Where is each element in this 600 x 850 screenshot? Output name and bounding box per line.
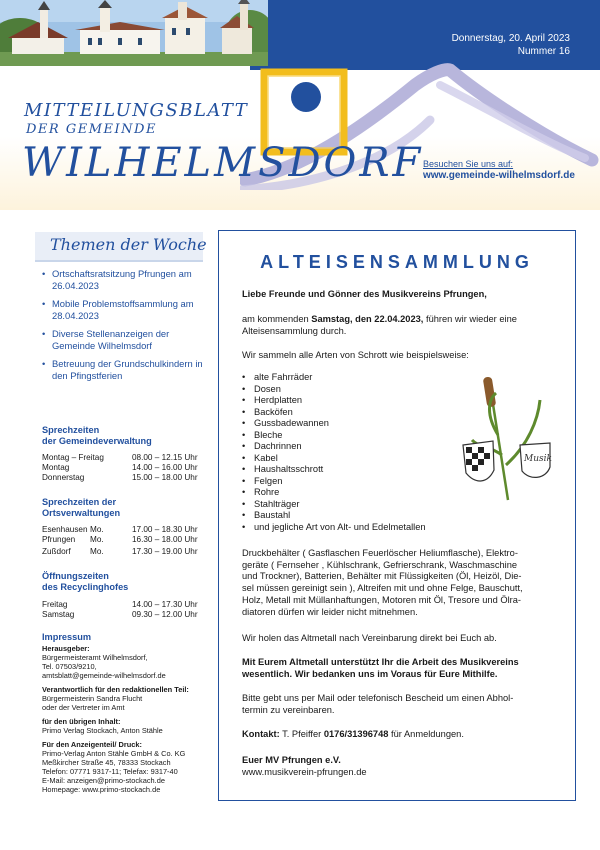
impressum-email[interactable]: amtsblatt@gemeinde-wilhelmsdorf.de <box>42 671 166 680</box>
scrap-item: • Rohre <box>242 487 426 499</box>
support-line: wesentlich. Wir bedanken uns im Voraus für Eure Mithilfe. <box>242 669 498 679</box>
scrap-item: • Backöfen <box>242 407 426 419</box>
hours-day: Montag – Freitag <box>42 453 104 462</box>
hours-time: 09.30 – 12.00 Uhr <box>132 610 198 619</box>
hours-day: Mo. <box>90 535 104 544</box>
town-name: WILHELMSDORF <box>22 140 424 186</box>
recycling-heading: Öffnungszeiten <box>42 571 109 581</box>
scrap-item: • Bleche <box>242 430 426 442</box>
scrap-item: • Baustahl <box>242 510 426 522</box>
svg-text:Musik: Musik <box>524 454 552 464</box>
musikverein-crest-icon <box>458 375 558 505</box>
themen-item[interactable]: • Ortschaftsratsitzung Pfrungen am 26.04.2023 <box>42 268 207 291</box>
hours-time: 17.00 – 18.30 Uhr <box>132 525 198 534</box>
hours-time: 16.30 – 18.00 Uhr <box>132 535 198 544</box>
publication-subtitle: DER GEMEINDE <box>26 122 157 137</box>
sign-off: Euer MV Pfrungen e.V. <box>242 755 341 765</box>
hours-time: 08.00 – 12.15 Uhr <box>132 453 198 462</box>
hours-day: Freitag <box>42 600 68 609</box>
article-collect-line: Wir sammeln alle Arten von Schrott wie beispielsweise: <box>242 350 469 360</box>
article-greeting: Liebe Freunde und Gönner des Musikvereins Pfrungen, <box>242 289 487 299</box>
impressum-label: Für den Anzeigenteil/ Druck: <box>42 740 142 749</box>
hours-place: Zußdorf <box>42 547 71 556</box>
exclusions-line: sel müssen gereinigt sein ), Altreifen mit und ohne Felge, Bauschutt, <box>242 583 523 594</box>
impressum-line: Meßkircher Straße 45, 78333 Stockach <box>42 758 171 767</box>
themen-item[interactable]: • Betreuung der Grundschulkindern in den Pfingstferien <box>42 358 207 381</box>
issue-date: Donnerstag, 20. April 2023 <box>451 33 570 44</box>
impressum-email[interactable]: E-Mail: anzeigen@primo-stockach.de <box>42 776 165 785</box>
impressum-line: Bürgermeisteramt Wilhelmsdorf, <box>42 653 148 662</box>
contact-text: für Anmeldungen. <box>388 729 464 739</box>
impressum-label: Herausgeber: <box>42 644 90 653</box>
orts-heading: Sprechzeiten der <box>42 497 117 507</box>
themen-item[interactable]: • Diverse Stellenanzeigen der Gemeinde Wilhelmsdorf <box>42 328 207 351</box>
club-website-link[interactable]: www.musikverein-pfrungen.de <box>242 767 367 777</box>
hours-day: Samstag <box>42 610 75 619</box>
impressum-line: Bürgermeisterin Sandra Flucht <box>42 694 143 703</box>
impressum-line: Primo Verlag Stockach, Anton Stähle <box>42 726 163 735</box>
hours-day: Mo. <box>90 525 104 534</box>
village-church-photo <box>0 0 268 66</box>
impressum-line: Primo-Verlag Anton Stähle GmbH & Co. KG <box>42 749 186 758</box>
intro-text: am kommenden <box>242 314 312 324</box>
contact-phone[interactable]: 0176/31396748 <box>323 729 389 739</box>
scrap-item: • Felgen <box>242 476 426 488</box>
orts-heading: Ortsverwaltungen <box>42 508 121 518</box>
support-line: Mit Eurem Altmetall unterstützt Ihr die Arbeit des Musikvereins <box>242 657 519 667</box>
contact-line <box>242 729 464 741</box>
scrap-item: • und jegliche Art von Alt- und Edelmetallen <box>242 522 426 534</box>
hours-place: Esenhausen <box>42 525 88 534</box>
impressum-label: Verantwortlich für den redaktionellen Teil: <box>42 685 189 694</box>
impressum-line: Tel. 07503/9210, <box>42 662 97 671</box>
notice-line: termin zu vereinbaren. <box>242 705 335 715</box>
impressum-block <box>42 644 212 794</box>
exclusions-line: diatoren dürfen wir leider nicht mitnehmen. <box>242 606 418 617</box>
contact-name: T. Pfeiffer <box>279 729 324 739</box>
website-label: Besuchen Sie uns auf: <box>423 159 514 169</box>
exclusions-line: Holz, Metall mit Müllanhaftungen, Motoren mit Öl, Tresore und Ölra- <box>242 594 522 605</box>
hours-day: Mo. <box>90 547 104 556</box>
themen-heading: Themen der Woche <box>50 235 207 254</box>
pickup-line: Wir holen das Altmetall nach Vereinbarung direkt bei Euch ab. <box>242 633 497 643</box>
hours-day: Donnerstag <box>42 473 85 482</box>
exclusions-line: geräte ( Fernseher , Kühlschrank, Gefrierschrank, Waschmaschine <box>242 559 518 570</box>
website-link[interactable]: www.gemeinde-wilhelmsdorf.de <box>423 170 575 181</box>
scrap-item: • alte Fahrräder <box>242 372 426 384</box>
publication-title: MITTEILUNGSBLATT <box>24 100 249 121</box>
recycling-heading: des Recyclinghofes <box>42 582 129 592</box>
hours-place: Pfrungen <box>42 535 76 544</box>
article-title: ALTEISENSAMMLUNG <box>260 252 534 272</box>
themen-item[interactable]: • Mobile Problemstoffsammlung am 28.04.2023 <box>42 298 207 321</box>
contact-label: Kontakt: <box>242 729 280 739</box>
intro-text: führen wir wieder eine <box>423 314 517 324</box>
article-intro <box>242 314 517 326</box>
impressum-label: für den übrigen Inhalt: <box>42 717 121 726</box>
scrap-item: • Kabel <box>242 453 426 465</box>
hours-time: 14.00 – 16.00 Uhr <box>132 463 198 472</box>
scrap-item: • Dachrinnen <box>242 441 426 453</box>
exclusions-line: Druckbehälter ( Gasflaschen Feuerlöscher Heliumflasche), Elektro- <box>242 548 518 558</box>
scrap-list <box>242 372 426 533</box>
impressum-line: Telefon: 07771 9317-11; Telefax: 9317-40 <box>42 767 178 776</box>
impressum-homepage[interactable]: Homepage: www.primo-stockach.de <box>42 785 161 794</box>
gemeinde-heading: Sprechzeiten <box>42 425 100 435</box>
hours-time: 15.00 – 18.00 Uhr <box>132 473 198 482</box>
exclusions-paragraph <box>242 548 567 618</box>
hours-time: 14.00 – 17.30 Uhr <box>132 600 198 609</box>
scrap-item: • Stahlträger <box>242 499 426 511</box>
impressum-line: oder der Vertreter im Amt <box>42 703 125 712</box>
issue-number: Nummer 16 <box>517 46 570 57</box>
impressum-heading: Impressum <box>42 632 92 642</box>
article-intro: Alteisensammlung durch. <box>242 326 347 336</box>
themen-list <box>42 268 207 388</box>
scrap-item: • Herdplatten <box>242 395 426 407</box>
exclusions-line: und Trockner), Batterien, Behälter mit Flüssigkeiten (Öl, Heizöl, Die- <box>242 571 522 582</box>
hours-day: Montag <box>42 463 70 472</box>
gemeinde-heading: der Gemeindeverwaltung <box>42 436 152 446</box>
scrap-item: • Dosen <box>242 384 426 396</box>
hours-time: 17.30 – 19.00 Uhr <box>132 547 198 556</box>
notice-line: Bitte gebt uns per Mail oder telefonisch Bescheid um einen Abhol- <box>242 693 514 703</box>
scrap-item: • Haushaltsschrott <box>242 464 426 476</box>
intro-date: Samstag, den 22.04.2023, <box>311 314 424 324</box>
scrap-item: • Gussbadewannen <box>242 418 426 430</box>
